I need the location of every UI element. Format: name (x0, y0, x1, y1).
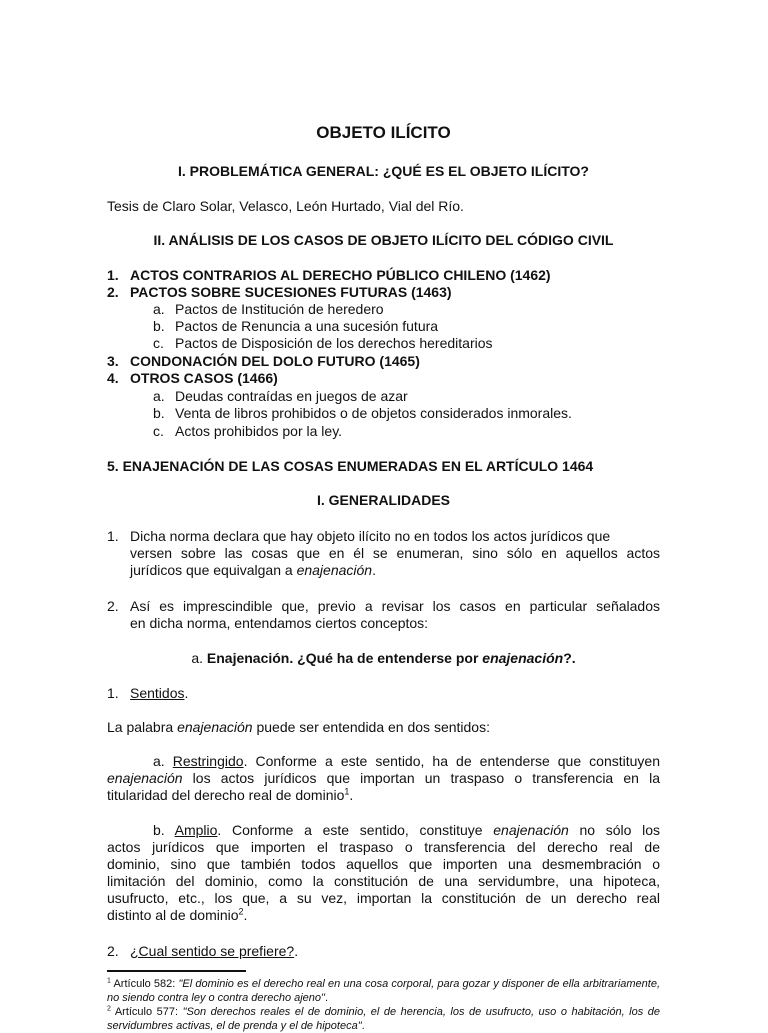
footnote-2 (107, 1005, 660, 1033)
subitem-pacto-a (153, 301, 384, 318)
case-label: PACTOS SOBRE SUCESIONES FUTURAS (1463) (130, 284, 452, 300)
text-run: Artículo 577: (110, 1006, 183, 1018)
subitem-otros-b (153, 405, 572, 422)
amplio-line-3: dominio, sino que también todos aquellos que importen una desmembración o (107, 856, 660, 872)
subheading-letter: a. (191, 650, 207, 666)
emphasis-text: "Son derechos reales el de dominio, el de herencia, los de usufructo, uso o habitación, los de servidumbres activas, el de prenda y el de hipoteca" (107, 1006, 661, 1032)
text-run: Artículo 582: (110, 978, 179, 990)
restringido-line-3 (107, 787, 353, 804)
underlined-label: ¿Cual sentido se prefiere? (130, 943, 295, 959)
footnote-ref-2[interactable]: 2 (238, 906, 244, 917)
footnote-marker: 1 (107, 977, 111, 985)
text-run: titularidad del derecho real de dominio (107, 787, 345, 803)
paragraph-1-line-1: Dicha norma declara que hay objeto ilícito no en todos los actos jurídicos que (130, 528, 611, 544)
text-run: distinto al de dominio (107, 907, 239, 923)
amplio-line-5: usufructo, etc., los que, a su vez, importan la constitución de un derecho real (107, 890, 660, 906)
amplio-line-4: limitación del dominio, como la constitución de una servidumbre, una hipoteca, (107, 873, 660, 889)
subheading-text: ?. (563, 650, 576, 666)
text-run: . (372, 562, 376, 578)
paragraph-number: 2. (107, 598, 119, 614)
text-run: . (294, 943, 299, 959)
paragraph-2-line-1: Así es imprescindible que, previo a revisar los casos en particular señalados (130, 598, 660, 614)
section-heading-generalidades: I. GENERALIDADES (316, 492, 450, 508)
subitem-pacto-c (153, 335, 493, 352)
text-run: . (184, 685, 189, 701)
subitem-letter: a. (153, 388, 165, 404)
subitem-pacto-b (153, 318, 439, 335)
subitem-otros-a (153, 388, 408, 405)
section-heading-analisis: II. ANÁLISIS DE LOS CASOS DE OBJETO ILÍCITO DEL CÓDIGO CIVIL (153, 232, 614, 248)
case-number: 1. (107, 267, 119, 283)
case-label: CONDONACIÓN DEL DOLO FUTURO (1465) (130, 353, 420, 369)
subitem-label: Pactos de Renuncia a una sucesión futura (175, 318, 439, 334)
item-number: 1. (107, 685, 119, 701)
palabra-sentence (107, 719, 490, 736)
text-run: . (324, 992, 328, 1004)
paragraph-2-line-2: en dicha norma, entendamos ciertos conceptos: (130, 615, 429, 631)
subitem-letter: c. (153, 335, 164, 351)
subitem-letter: c. (153, 423, 164, 439)
footnote-1 (107, 977, 660, 1005)
section-heading-enajenacion: 5. ENAJENACIÓN DE LAS COSAS ENUMERADAS EN EL ARTÍCULO 1464 (107, 458, 594, 474)
underlined-label: Sentidos (130, 685, 185, 701)
text-run: los actos jurídicos que importan un traspaso o transferencia en la (182, 770, 660, 786)
amplio-line-6 (107, 907, 247, 924)
text-run: no sólo los (568, 822, 660, 838)
case-number: 4. (107, 370, 119, 386)
text-run: puede ser entendida en dos sentidos: (252, 719, 490, 735)
emphasis-text: enajenación (493, 822, 569, 838)
emphasis-text: enajenación (107, 770, 183, 786)
subheading-enajenacion (107, 650, 660, 667)
cual-sentido-heading (130, 943, 298, 960)
subitem-otros-c (153, 423, 343, 440)
section-heading-problematica: I. PROBLEMÁTICA GENERAL: ¿QUÉ ES EL OBJETO ILÍCITO? (178, 163, 589, 179)
subitem-label: Deudas contraídas en juegos de azar (175, 388, 408, 404)
subitem-label: Actos prohibidos por la ley. (175, 423, 343, 439)
restringido-line-2 (107, 770, 660, 787)
text-run: . Conforme a este sentido, ha de entenderse que constituyen (243, 753, 660, 769)
subitem-letter: b. (153, 405, 165, 421)
case-number: 2. (107, 284, 119, 300)
case-label: ACTOS CONTRARIOS AL DERECHO PÚBLICO CHILENO (1462) (130, 267, 551, 283)
subitem-letter: b. (153, 318, 165, 334)
text-run: . Conforme a este sentido, constituye (217, 822, 494, 838)
subitem-label: Pactos de Institución de heredero (175, 301, 384, 317)
tesis-text: Tesis de Claro Solar, Velasco, León Hurtado, Vial del Río. (107, 198, 464, 214)
subheading-text: Enajenación. ¿Qué ha de entenderse por (206, 650, 483, 666)
paragraph-1-line-2: versen sobre las cosas que en él se enumeran, sino sólo en aquellos actos (130, 545, 660, 561)
footnote-marker: 2 (107, 1005, 111, 1013)
text-run: . (243, 907, 248, 923)
amplio-line-1 (107, 822, 660, 839)
text-run: La palabra (107, 719, 178, 735)
item-number: 2. (107, 943, 119, 959)
subitem-label: Venta de libros prohibidos o de objetos considerados inmorales. (175, 405, 572, 421)
subitem-label: Pactos de Disposición de los derechos hereditarios (175, 335, 493, 351)
underlined-label: Restringido (172, 753, 244, 769)
footnote-ref-1[interactable]: 1 (344, 786, 350, 797)
paragraph-1-line-3 (130, 562, 660, 579)
subitem-letter: a. (153, 301, 165, 317)
text-run: b. (153, 822, 175, 838)
footnote-separator (107, 970, 246, 972)
subheading-emphasis: enajenación (482, 650, 564, 666)
emphasis-text: enajenación (177, 719, 253, 735)
underlined-label: Amplio (174, 822, 218, 838)
case-number: 3. (107, 353, 119, 369)
paragraph-number: 1. (107, 528, 119, 544)
case-item-1 (107, 267, 551, 284)
restringido-line-1 (107, 753, 660, 770)
amplio-line-2: actos jurídicos que importen el traspaso o transferencia del derecho real de (107, 839, 660, 855)
emphasis-text: "El dominio es el derecho real en una cosa corporal, para gozar y disponer de ella arbitrariamente, no siendo contra ley o contra derecho ajeno" (107, 978, 661, 1004)
text-run: . (361, 1020, 365, 1032)
text-run: jurídicos que equivalgan a (130, 562, 297, 578)
case-item-4 (107, 370, 278, 387)
document-title: OBJETO ILÍCITO (316, 123, 451, 142)
emphasis-text: enajenación (296, 562, 373, 578)
case-item-3 (107, 353, 420, 370)
text-run: . (349, 787, 354, 803)
case-label: OTROS CASOS (1466) (130, 370, 278, 386)
case-item-2 (107, 284, 452, 301)
sentidos-heading (130, 685, 188, 702)
text-run: a. (153, 753, 173, 769)
